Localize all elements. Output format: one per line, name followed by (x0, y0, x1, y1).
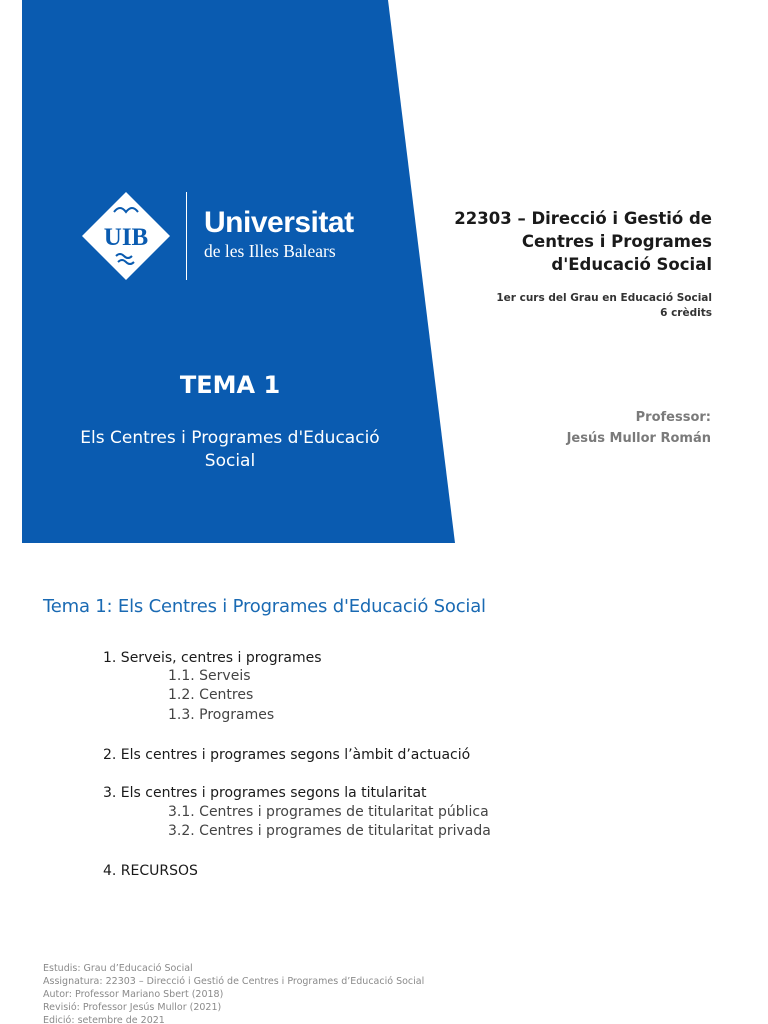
footer-line-3: Autor: Professor Mariano Sbert (2018) (43, 989, 224, 1000)
uib-emblem-text: UIB (103, 224, 149, 251)
course-info (412, 291, 712, 321)
course-title-line2: Centres i Programes (521, 232, 712, 251)
professor-label: Professor: (635, 410, 711, 425)
footer-line-5: Edició: setembre de 2021 (43, 1015, 165, 1024)
course-info-line1: 1er curs del Grau en Educació Social (496, 292, 712, 304)
toc-item-3: 3. Els centres i programes segons la titularitat (103, 785, 427, 801)
course-info-line2: 6 crèdits (660, 307, 712, 319)
footer-credits (43, 962, 424, 1024)
logo-divider (186, 192, 187, 280)
professor-block (451, 407, 711, 449)
toc-item-1-2: 1.2. Centres (168, 687, 254, 703)
toc-item-1-3: 1.3. Programes (168, 707, 275, 723)
toc-heading: Tema 1: Els Centres i Programes d'Educació Social (43, 596, 486, 617)
footer-line-1: Estudis: Grau d’Educació Social (43, 963, 193, 974)
tema-title: TEMA 1 (179, 371, 281, 399)
toc-item-1-1: 1.1. Serveis (168, 668, 251, 684)
university-subname: de les Illes Balears (204, 241, 336, 261)
course-title (412, 207, 712, 276)
toc-item-4: 4. RECURSOS (103, 863, 198, 879)
course-title-line1: 22303 – Direcció i Gestió de (454, 209, 712, 228)
tema-subtitle-line1: Els Centres i Programes d'Educació (80, 428, 380, 448)
footer-line-2: Assignatura: 22303 – Direcció i Gestió de Centres i Programes d’Educació Social (43, 976, 425, 987)
tema-subtitle (40, 427, 420, 473)
toc-item-3-2: 3.2. Centres i programes de titularitat privada (168, 823, 491, 839)
toc-item-2: 2. Els centres i programes segons l’àmbit d’actuació (103, 747, 471, 763)
toc-item-3-1: 3.1. Centres i programes de titularitat pública (168, 804, 489, 820)
university-name: Universitat (204, 206, 354, 239)
tema-subtitle-line2: Social (204, 451, 256, 471)
toc-item-1: 1. Serveis, centres i programes (103, 650, 322, 666)
course-title-line3: d'Educació Social (551, 255, 712, 274)
professor-name: Jesús Mullor Román (566, 431, 711, 446)
footer-line-4: Revisió: Professor Jesús Mullor (2021) (43, 1002, 222, 1013)
